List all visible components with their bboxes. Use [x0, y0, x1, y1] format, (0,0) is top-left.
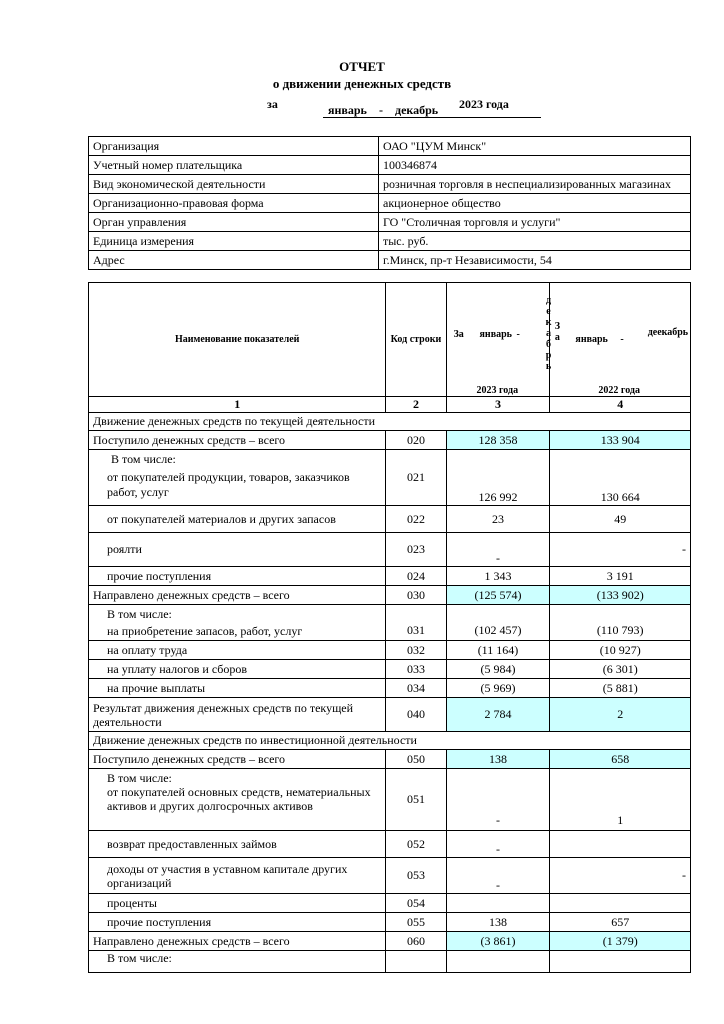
table-row	[89, 586, 691, 605]
value-2022: (10 927)	[550, 641, 691, 660]
value-2023: -	[446, 858, 550, 894]
value-2023: -	[446, 769, 550, 831]
col-number: 2	[386, 397, 446, 413]
row-label	[89, 450, 386, 506]
row-code: 030	[386, 586, 446, 605]
row-code: 060	[386, 932, 446, 951]
value-2022: (5 881)	[550, 679, 691, 698]
row-label: Результат движения денежных средств по текущей деятельности	[89, 698, 386, 732]
table-row	[89, 698, 691, 732]
value-2022: 658	[550, 750, 691, 769]
table-row	[89, 660, 691, 679]
value-2023: 128 358	[446, 431, 550, 450]
info-row	[89, 251, 691, 270]
info-row	[89, 137, 691, 156]
table-row	[89, 913, 691, 932]
cash-flow-table	[88, 282, 691, 973]
info-label: Организационно-правовая форма	[89, 194, 379, 213]
period-from: январь	[328, 103, 367, 117]
row-label: Поступило денежных средств – всего	[89, 750, 386, 769]
header-2022-to: деекабрь	[647, 327, 689, 338]
value-2022	[550, 951, 691, 973]
value-2023: (5 984)	[446, 660, 550, 679]
value-2022: 133 904	[550, 431, 691, 450]
row-code: 040	[386, 698, 446, 732]
table-row	[89, 431, 691, 450]
info-label: Учетный номер плательщика	[89, 156, 379, 175]
report-title: ОТЧЕТ	[339, 59, 385, 74]
info-value: розничная торговля в неспециализированных магазинах	[379, 175, 691, 194]
row-label: прочие поступления	[89, 567, 386, 586]
header-2022-year: 2022 года	[598, 385, 640, 396]
value-2023: 1 343	[446, 567, 550, 586]
organization-info-table	[88, 136, 691, 270]
info-label: Единица измерения	[89, 232, 379, 251]
value-2022: (110 793)	[550, 605, 691, 641]
row-label: Направлено денежных средств – всего	[89, 586, 386, 605]
info-label: Адрес	[89, 251, 379, 270]
col-number: 3	[446, 397, 550, 413]
table-row	[89, 894, 691, 913]
included-label: В том числе:	[107, 771, 172, 785]
row-label: проценты	[89, 894, 386, 913]
section-heading: Движение денежных средств по инвестиционной деятельности	[89, 732, 691, 750]
value-2023	[446, 951, 550, 973]
value-2022: 3 191	[550, 567, 691, 586]
section-row	[89, 732, 691, 750]
value-2023: (102 457)	[446, 605, 550, 641]
row-label: роялти	[89, 533, 386, 567]
header-2022	[550, 283, 691, 397]
col-number: 1	[89, 397, 386, 413]
header-2023-za: За	[453, 329, 464, 340]
period-dash: -	[379, 103, 383, 117]
value-2023: 23	[446, 506, 550, 533]
info-label: Вид экономической деятельности	[89, 175, 379, 194]
table-row	[89, 605, 691, 641]
table-row	[89, 831, 691, 858]
info-value: ГО "Столичная торговля и услуги"	[379, 213, 691, 232]
value-2023: 126 992	[446, 450, 550, 506]
info-row	[89, 213, 691, 232]
table-row	[89, 750, 691, 769]
included-label: В том числе:	[107, 607, 172, 621]
value-2022	[550, 831, 691, 858]
info-row	[89, 232, 691, 251]
row-code: 033	[386, 660, 446, 679]
value-2023: -	[446, 533, 550, 567]
row-label: возврат предоставленных займов	[89, 831, 386, 858]
section-heading: Движение денежных средств по текущей деятельности	[89, 413, 691, 431]
value-2023: (5 969)	[446, 679, 550, 698]
row-label: на прочие выплаты	[89, 679, 386, 698]
row-code: 023	[386, 533, 446, 567]
value-2023: -	[446, 831, 550, 858]
row-code: 022	[386, 506, 446, 533]
info-row	[89, 194, 691, 213]
header-indicator-name: Наименование показателей	[89, 283, 386, 397]
table-row	[89, 679, 691, 698]
value-2022: -	[550, 858, 691, 894]
column-number-row	[89, 397, 691, 413]
table-row	[89, 567, 691, 586]
header-2022-za: З а	[554, 321, 561, 343]
row-code: 050	[386, 750, 446, 769]
row-code: 053	[386, 858, 446, 894]
table-row	[89, 951, 691, 973]
row-label: от покупателей материалов и других запасов	[89, 506, 386, 533]
header-2022-dash: -	[620, 334, 624, 345]
table-row	[89, 769, 691, 831]
info-label: Организация	[89, 137, 379, 156]
period-prefix: за	[267, 97, 278, 111]
value-2022: -	[550, 533, 691, 567]
value-2023: (125 574)	[446, 586, 550, 605]
period-to: декабрь	[395, 103, 439, 117]
header-2023-year: 2023 года	[476, 385, 519, 396]
row-code: 051	[386, 769, 446, 831]
info-value: ОАО "ЦУМ Минск"	[379, 137, 691, 156]
row-code: 032	[386, 641, 446, 660]
row-code: 031	[386, 605, 446, 641]
table-row	[89, 450, 691, 506]
header-2022-from: январь	[575, 334, 608, 345]
table-row	[89, 858, 691, 894]
table-row	[89, 533, 691, 567]
info-row	[89, 175, 691, 194]
header-2023	[446, 283, 550, 397]
info-value: 100346874	[379, 156, 691, 175]
row-code: 034	[386, 679, 446, 698]
row-label: прочие поступления	[89, 913, 386, 932]
row-text: от покупателей основных средств, нематериальных активов и других долгосрочных активов	[107, 785, 371, 813]
included-label: В том числе:	[111, 452, 176, 466]
report-subtitle: о движении денежных средств	[272, 76, 452, 91]
section-row	[89, 413, 691, 431]
row-code: 024	[386, 567, 446, 586]
value-2023: 2 784	[446, 698, 550, 732]
col-number: 4	[550, 397, 691, 413]
row-label: на уплату налогов и сборов	[89, 660, 386, 679]
row-label: на оплату труда	[89, 641, 386, 660]
header-line-code: Код строки	[386, 283, 446, 397]
row-code	[386, 951, 446, 973]
report-year: 2023 года	[459, 97, 509, 111]
period-underline	[323, 117, 541, 118]
row-label: доходы от участия в уставном капитале других организаций	[89, 858, 386, 894]
value-2022: (1 379)	[550, 932, 691, 951]
value-2023: 138	[446, 913, 550, 932]
row-code: 054	[386, 894, 446, 913]
value-2022: 1	[550, 769, 691, 831]
table-row	[89, 506, 691, 533]
info-row	[89, 156, 691, 175]
row-label	[89, 769, 386, 831]
row-label: Направлено денежных средств – всего	[89, 932, 386, 951]
header-2023-dash: -	[516, 329, 520, 340]
info-value: акционерное общество	[379, 194, 691, 213]
value-2022: (133 902)	[550, 586, 691, 605]
table-row	[89, 932, 691, 951]
row-code: 052	[386, 831, 446, 858]
header-2023-to: д е к а б р ь	[545, 295, 552, 372]
row-label: Поступило денежных средств – всего	[89, 431, 386, 450]
value-2022: 130 664	[550, 450, 691, 506]
row-text: на приобретение запасов, работ, услуг	[107, 624, 303, 638]
value-2022: 49	[550, 506, 691, 533]
value-2023: (3 861)	[446, 932, 550, 951]
row-code: 020	[386, 431, 446, 450]
table-row	[89, 641, 691, 660]
included-label: В том числе:	[89, 951, 386, 973]
value-2022	[550, 894, 691, 913]
table-header-row	[89, 283, 691, 397]
value-2023: (11 164)	[446, 641, 550, 660]
row-label	[89, 605, 386, 641]
row-text: от покупателей продукции, товаров, заказчиков работ, услуг	[107, 470, 350, 499]
value-2022: 657	[550, 913, 691, 932]
info-value: тыс. руб.	[379, 232, 691, 251]
value-2023	[446, 894, 550, 913]
value-2022: 2	[550, 698, 691, 732]
header-2023-from: январь	[479, 329, 512, 340]
value-2023: 138	[446, 750, 550, 769]
info-value: г.Минск, пр-т Независимости, 54	[379, 251, 691, 270]
row-code: 021	[386, 450, 446, 506]
value-2022: (6 301)	[550, 660, 691, 679]
row-code: 055	[386, 913, 446, 932]
info-label: Орган управления	[89, 213, 379, 232]
